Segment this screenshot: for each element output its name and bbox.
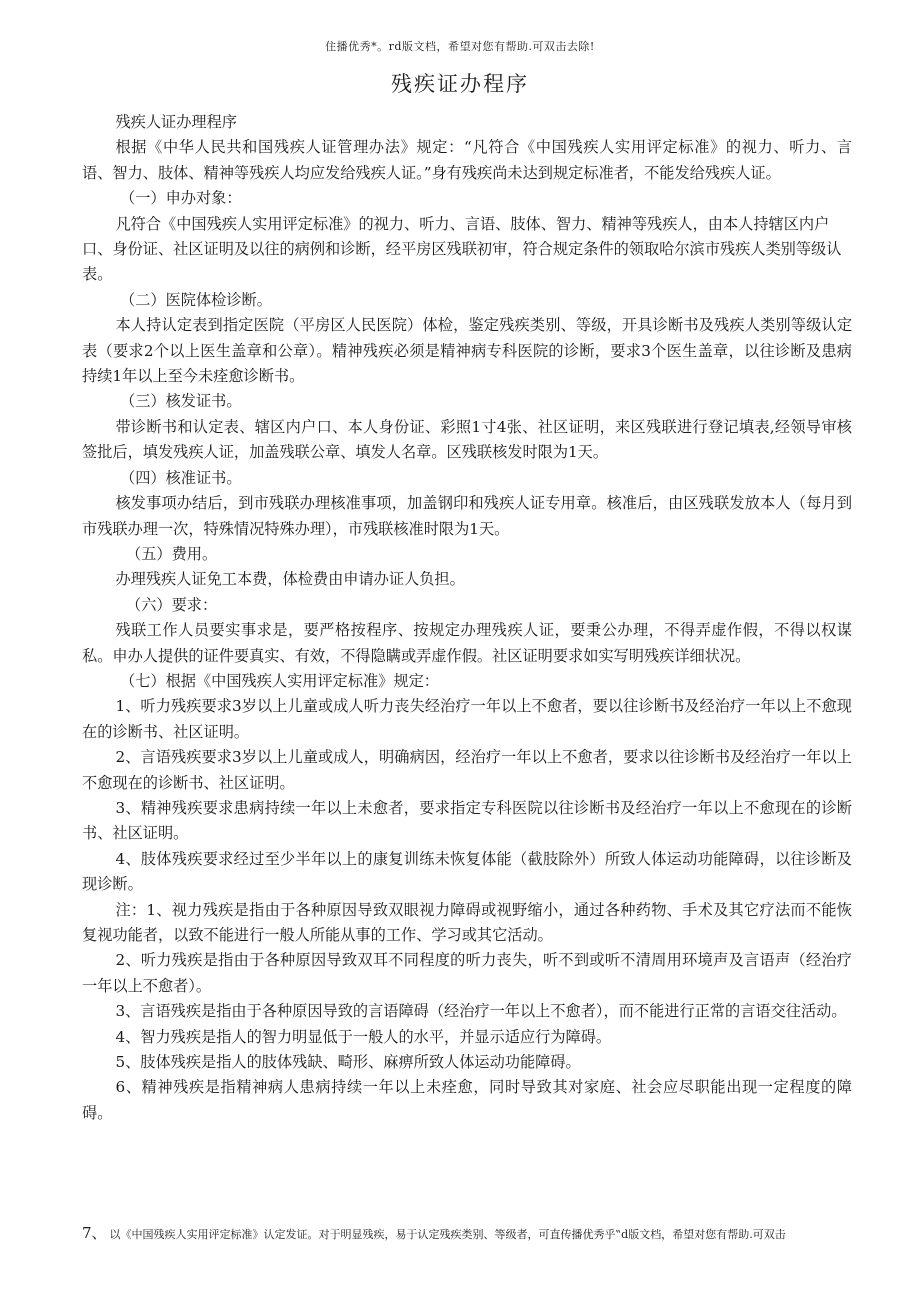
paragraph: 核发事项办结后，到市残联办理核准事项，加盖钢印和残疾人证专用章。核准后，由区残联发放本人（每月到市残联办理一次，特殊情况特殊办理），市残联核准时限为1天。 — [82, 494, 852, 538]
page-title: 残疾证办程序 — [391, 72, 529, 96]
paragraph: 本人持认定表到指定医院（平房区人民医院）体检，鉴定残疾类别、等级，开具诊断书及残疾人类别等级认定表（要求2个以上医生盖章和公章）。精神残疾必须是精神病专科医院的诊断，要求3个医生盖章，以往诊断及患病持续1年以上至今未痊愈诊断书。 — [82, 316, 852, 386]
section-heading: （三）核发证书。 — [120, 392, 242, 411]
paragraph: 办理残疾人证免工本费，体检费由申请办证人负担。 — [115, 570, 465, 589]
note-item: 5、肢体残疾是指人的肢体残缺、畸形、麻痹所致人体运动功能障碍。 — [115, 1053, 581, 1072]
section-heading: （二）医院体检诊断。 — [120, 290, 272, 309]
footer-number: 7、 — [82, 1224, 107, 1242]
paragraph: 残联工作人员要实事求是，要严格按程序、按规定办理残疾人证，要秉公办理，不得弄虚作假，不得以权谋私。申办人提供的证件要真实、有效，不得隐瞒或弄虚作假。社区证明要求如实写明残疾详细状况。 — [82, 621, 852, 665]
list-item: 3、精神残疾要求患病持续一年以上未愈者，要求指定专科医院以往诊断书及经治疗一年以上不愈现在的诊断书、社区证明。 — [82, 798, 852, 843]
note-item: 4、智力残疾是指人的智力明显低于一般人的水平，并显示适应行为障碍。 — [115, 1027, 612, 1046]
footer-text: 以《中国残疾人实用评定标准》认定发证。对于明显残疾，易于认定残疾类别、等级者，可直传播优秀乎‟d版文档，希望对您有帮助.可双击 — [109, 1228, 786, 1241]
paragraph: 残疾人证办理程序 — [115, 113, 237, 131]
paragraph: 根据《中华人民共和国残疾人证管理办法》规定：“凡符合《中国残疾人实用评定标准》的视力、听力、言语、智力、肢体、精神等残疾人均应发给残疾人证。”身有残疾尚未达到规定标准者，不能发给残疾人证。 — [82, 138, 852, 182]
note-item: 注：1、视力残疾是指由于各种原因导致双眼视力障碍或视野缩小，通过各种药物、手术及其它疗法而不能恢复视功能者，以致不能进行一般人所能从事的工作、学习或其它活动。 — [82, 900, 852, 944]
note-item: 2、听力残疾是指由于各种原因导致双耳不同程度的听力丧失，听不到或听不清周用环境声及言语声（经治疗一年以上不愈者）。 — [82, 951, 852, 995]
list-item: 1、听力残疾要求3岁以上儿童或成人听力丧失经治疗一年以上不愈者，要以往诊断书及经治疗一年以上不愈现在的诊断书、社区证明。 — [82, 697, 852, 741]
section-heading: （五）费用。 — [126, 544, 218, 563]
section-heading: （六）要求： — [126, 595, 218, 614]
list-item: 4、肢体残疾要求经过至少半年以上的康复训练未恢复体能（截肢除外）所致人体运动功能障碍，以往诊断及现诊断。 — [82, 849, 852, 894]
section-heading: （一）申办对象： — [120, 189, 242, 208]
document-body — [82, 110, 852, 1126]
footer-line — [82, 1222, 862, 1243]
paragraph: 凡符合《中国残疾人实用评定标准》的视力、听力、言语、肢体、智力、精神等残疾人，由本人持辖区内户口、身份证、社区证明及以往的病例和诊断，经平房区残联初审，符合规定条件的领取哈尔滨市残疾人类别等级认表。 — [82, 214, 842, 284]
note-item: 6、精神残疾是指精神病人患病持续一年以上未痊愈，同时导致其对家庭、社会应尽职能出现一定程度的障碍。 — [82, 1078, 852, 1122]
note-item: 3、言语残疾是指由于各种原因导致的言语障碍（经治疗一年以上不愈者），而不能进行正常的言语交往活动。 — [115, 1002, 847, 1021]
section-heading: （四）核准证书。 — [120, 468, 242, 487]
section-heading: （七）根据《中国残疾人实用评定标准》规定： — [120, 671, 439, 690]
paragraph: 带诊断书和认定表、辖区内户口、本人身份证、彩照1寸4张、社区证明，来区残联进行登记填表,经领导审核签批后，填发残疾人证，加盖残联公章、填发人名章。区残联核发时限为1天。 — [82, 417, 852, 462]
header-note: 住播优秀*。rd版文档，希望对您有帮助.可双击去除! — [325, 40, 595, 53]
list-item: 2、言语残疾要求3岁以上儿童或成人，明确病因，经治疗一年以上不愈者，要求以往诊断书及经治疗一年以上不愈现在的诊断书、社区证明。 — [82, 748, 852, 792]
